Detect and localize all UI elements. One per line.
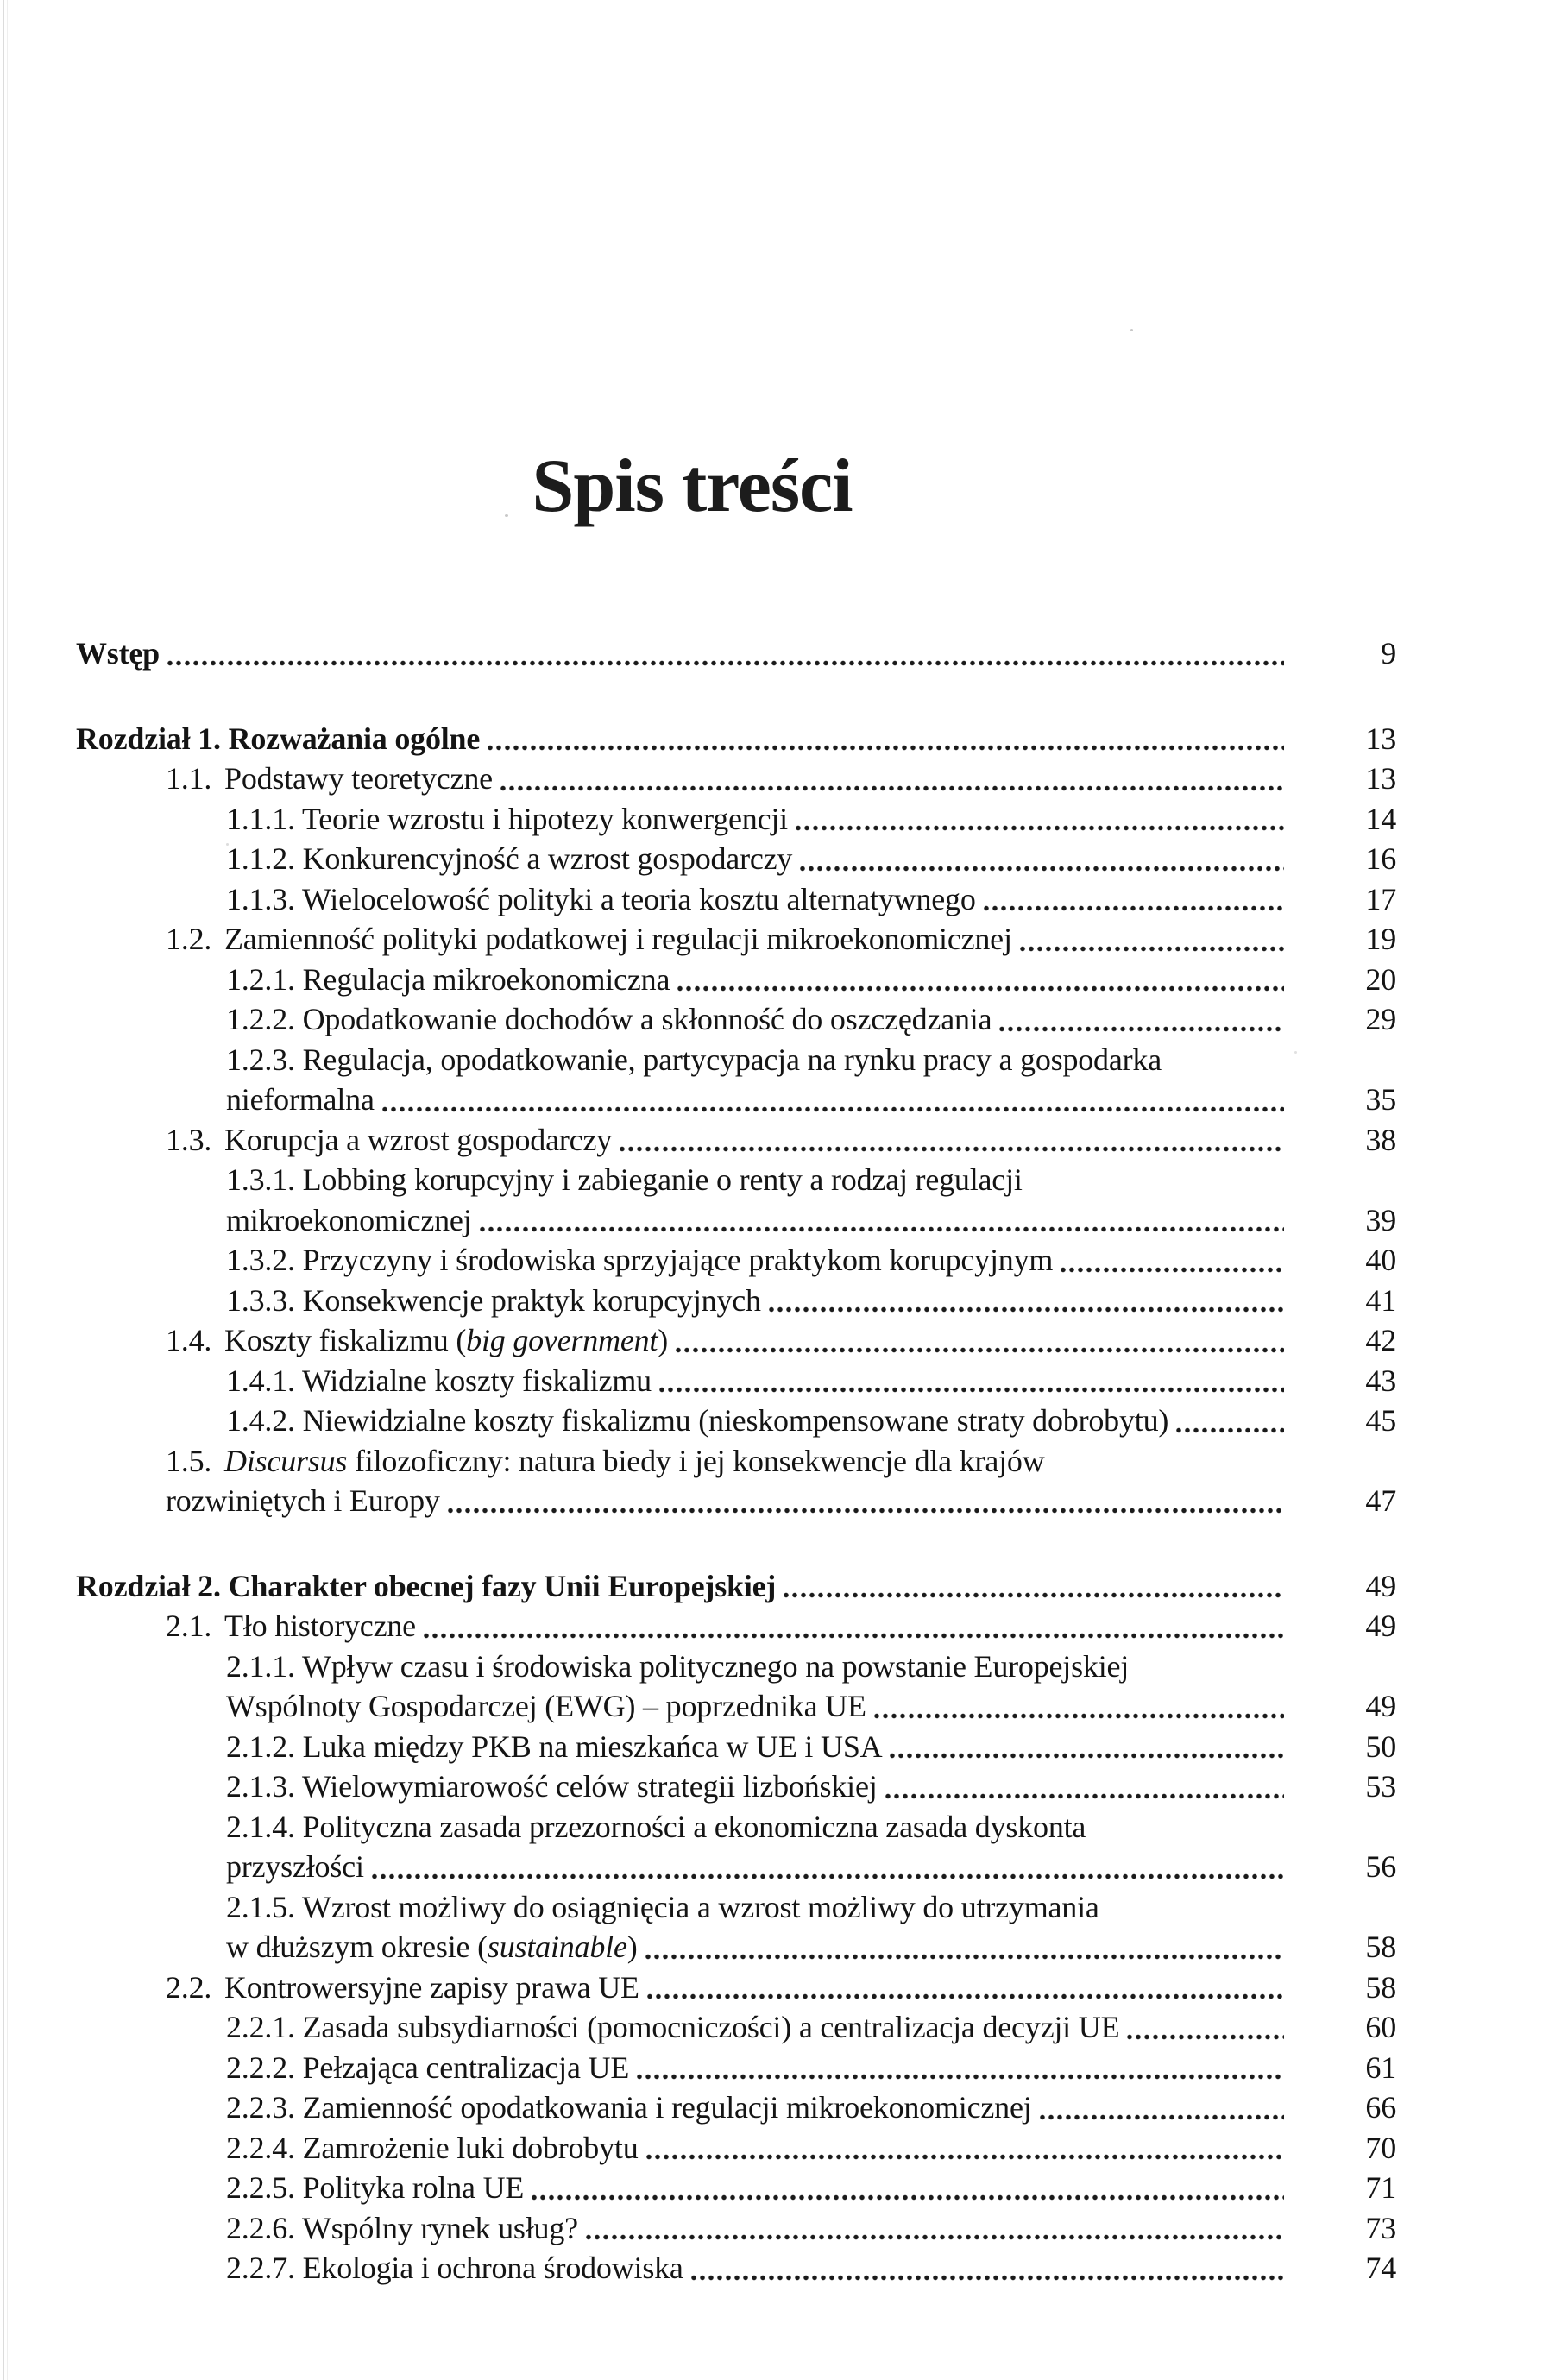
toc-entry-text <box>226 2248 683 2289</box>
page-number: 43 <box>1365 1363 1396 1398</box>
page-number: 13 <box>1365 761 1396 796</box>
toc-entry-text <box>226 1361 652 1401</box>
toc-text-part: Rozdział 1. Rozważania ogólne <box>76 721 481 756</box>
page-number: 14 <box>1365 801 1396 836</box>
page-number: 50 <box>1365 1728 1396 1764</box>
dot-leader <box>784 1591 1284 1599</box>
toc-entry-text <box>226 1200 472 1241</box>
dot-leader <box>532 2194 1284 2201</box>
toc-entry-text <box>166 1320 668 1361</box>
page-number: 61 <box>1365 2049 1396 2085</box>
page-number: 16 <box>1365 841 1396 876</box>
page-number: 58 <box>1365 1969 1396 2005</box>
toc-text-part: 2.1.2. Luka między PKB na mieszkańca w UE i USA <box>226 1728 883 1764</box>
toc-entry-row <box>76 1401 1396 1441</box>
page-number: 56 <box>1365 1849 1396 1884</box>
toc-entry-row <box>76 1040 1396 1080</box>
toc-entry-row <box>76 1968 1396 2008</box>
dot-leader <box>890 1752 1284 1760</box>
page-number: 53 <box>1365 1769 1396 1804</box>
dot-leader <box>480 1225 1284 1233</box>
page-number: 42 <box>1365 1323 1396 1357</box>
dot-leader <box>769 1306 1284 1313</box>
toc-text-part: 1.1.1. Teorie wzrostu i hipotezy konwergencji <box>226 801 788 836</box>
toc-text-part: 2.2.4. Zamrożenie luki dobrobytu <box>226 2130 639 2165</box>
toc-entry-row <box>76 1240 1396 1281</box>
toc-text-part: 2.1.3. Wielowymiarowość celów strategii lizbońskiej <box>226 1769 878 1804</box>
toc-entry-number: 1.3. <box>166 1122 212 1157</box>
page-content <box>76 0 1396 2289</box>
toc-entry-row <box>76 1727 1396 1767</box>
page-number: 13 <box>1365 721 1396 756</box>
toc-continuation-row <box>76 1686 1396 1727</box>
toc-entry-text <box>76 719 480 759</box>
dot-leader <box>659 1386 1284 1394</box>
toc-entry-row <box>76 1361 1396 1401</box>
page-number: 45 <box>1365 1403 1396 1438</box>
toc-text-part: ) <box>658 1323 669 1357</box>
toc-text-part: Wspólnoty Gospodarczej (EWG) – poprzednika UE <box>226 1689 866 1723</box>
toc-text-part: mikroekonomicznej <box>226 1202 472 1237</box>
toc-entry-row <box>76 2048 1396 2088</box>
dot-leader <box>448 1507 1284 1514</box>
toc-entry-number: 1.5. <box>166 1443 212 1478</box>
toc-entry-row <box>76 759 1396 799</box>
toc-entry-text <box>226 1281 761 1321</box>
toc-entry-text <box>76 1566 776 1607</box>
toc-entry-row <box>76 879 1396 920</box>
toc-entry-row <box>76 1887 1396 1928</box>
toc-text-part: Wstęp <box>76 636 160 671</box>
toc-entry-text <box>226 1080 375 1120</box>
toc-text-part: 2.1.1. Wpływ czasu i środowiska politycznego na powstanie Europejskiej <box>226 1648 1130 1684</box>
toc-text-part: Discursus <box>224 1443 348 1478</box>
toc-entry-row <box>76 2007 1396 2048</box>
toc-entry-text <box>226 1727 882 1767</box>
toc-continuation-row <box>76 1927 1396 1968</box>
page-number: 71 <box>1365 2170 1396 2205</box>
dot-leader <box>500 784 1284 792</box>
dot-leader <box>645 1953 1284 1961</box>
dot-leader <box>691 2274 1284 2282</box>
page-number: 60 <box>1365 2010 1396 2044</box>
dot-leader <box>1127 2033 1284 2041</box>
toc-text-part: Koszty fiskalizmu ( <box>224 1323 467 1357</box>
toc-entry-row <box>76 2248 1396 2289</box>
toc-entry-row <box>76 1160 1396 1200</box>
dot-leader <box>647 1993 1284 2000</box>
toc-entry-row <box>76 2128 1396 2169</box>
toc-entry-text <box>226 1240 1053 1281</box>
toc-text-part: big government <box>466 1323 658 1357</box>
toc-entry-row <box>76 1281 1396 1321</box>
dot-leader <box>800 865 1284 872</box>
dot-leader <box>1020 945 1284 953</box>
toc-entry-text <box>226 1807 1086 1848</box>
page-number: 73 <box>1365 2210 1396 2245</box>
toc-text-part: Korupcja a wzrost gospodarczy <box>224 1122 613 1157</box>
toc-text-part: 1.2.2. Opodatkowanie dochodów a skłonność do oszczędzania <box>226 1002 992 1036</box>
toc-text-part: ) <box>626 1930 638 1964</box>
page-number: 9 <box>1381 636 1396 671</box>
toc-entry-text <box>166 759 493 799</box>
toc-text-part: Podstawy teoretyczne <box>224 761 493 796</box>
page-number: 70 <box>1365 2130 1396 2165</box>
toc-text-part: 1.1.3. Wielocelowość polityki a teoria kosztu alternatywnego <box>226 881 976 916</box>
toc-entry-text <box>226 1401 1168 1441</box>
dot-leader <box>1040 2113 1284 2121</box>
dot-leader <box>586 2233 1284 2241</box>
toc-entry-text <box>76 633 160 674</box>
toc-entry-text <box>226 1160 1023 1200</box>
page-number: 49 <box>1365 1609 1396 1643</box>
toc-entry-text <box>226 999 992 1040</box>
dot-leader <box>372 1873 1284 1880</box>
toc-text-part: w dłuższym okresie ( <box>226 1930 488 1964</box>
toc-entry-text <box>226 1847 364 1887</box>
toc-text-part: Tło historyczne <box>224 1609 416 1643</box>
toc-entry-text <box>226 1040 1162 1080</box>
toc-continuation-row <box>76 1847 1396 1887</box>
page-number: 19 <box>1365 922 1396 956</box>
toc-text-part: Rozdział 2. Charakter obecnej fazy Unii Europejskiej <box>76 1568 777 1603</box>
page-number: 20 <box>1365 961 1396 997</box>
page-number: 66 <box>1365 2090 1396 2125</box>
page-number: 74 <box>1365 2251 1396 2285</box>
toc-text-part: 2.2.2. Pełzająca centralizacja UE <box>226 2049 630 2085</box>
toc-entry-text <box>226 1646 1129 1687</box>
toc-entry-text <box>226 2087 1032 2128</box>
toc-text-part: 1.3.3. Konsekwencje praktyk korupcyjnych <box>226 1282 761 1318</box>
page-number: 40 <box>1365 1243 1396 1277</box>
page-number: 39 <box>1365 1202 1396 1237</box>
page-number: 47 <box>1365 1483 1396 1518</box>
toc-entry-row <box>76 919 1396 960</box>
toc-entry-text <box>226 2007 1119 2048</box>
toc-text-part: rozwiniętych i Europy <box>166 1483 440 1518</box>
dot-leader <box>637 2073 1284 2081</box>
toc-entry-row <box>76 2208 1396 2249</box>
toc-entry-row <box>76 999 1396 1040</box>
toc-entry-text <box>166 1481 440 1521</box>
toc-entry-row <box>76 1766 1396 1807</box>
toc-chapter-row <box>76 719 1396 759</box>
toc-entry-text <box>226 799 788 840</box>
toc-entry-text <box>166 1441 1045 1482</box>
dot-leader <box>676 1346 1284 1354</box>
toc-entry-number: 2.1. <box>166 1609 212 1643</box>
toc-entry-text <box>226 1927 638 1968</box>
toc-text-part: przyszłości <box>226 1849 364 1884</box>
toc-entry-row <box>76 633 1396 674</box>
page-number: 58 <box>1365 1930 1396 1964</box>
page-number: 29 <box>1365 1002 1396 1036</box>
toc-text-part: 2.2.6. Wspólny rynek usług? <box>226 2210 578 2245</box>
toc-entry-text <box>226 839 792 879</box>
toc-text-part: 1.2.1. Regulacja mikroekonomiczna <box>226 961 670 997</box>
toc-continuation-row <box>76 1080 1396 1120</box>
toc-entry-text <box>166 1606 416 1646</box>
toc-entry-row <box>76 1441 1396 1482</box>
dot-leader <box>874 1712 1284 1720</box>
toc-text-part: 1.4.1. Widzialne koszty fiskalizmu <box>226 1363 652 1398</box>
toc-entry-row <box>76 2168 1396 2208</box>
toc-entry-number: 2.2. <box>166 1969 212 2005</box>
toc-entry-text <box>226 2208 578 2249</box>
toc-entry-text <box>226 1766 878 1807</box>
toc-text-part: 1.2.3. Regulacja, opodatkowanie, partycypacja na rynku pracy a gospodarka <box>226 1042 1162 1077</box>
toc-list <box>76 633 1396 2289</box>
toc-entry-text <box>226 2128 639 2169</box>
toc-text-part: 2.2.3. Zamienność opodatkowania i regulacji mikroekonomicznej <box>226 2090 1032 2125</box>
dot-leader <box>677 985 1284 992</box>
toc-text-part: nieformalna <box>226 1082 375 1117</box>
toc-entry-text <box>226 879 976 920</box>
dot-leader <box>488 744 1284 752</box>
toc-continuation-row <box>76 1200 1396 1241</box>
toc-entry-number: 1.4. <box>166 1323 212 1357</box>
page-number: 49 <box>1365 1689 1396 1723</box>
page-number: 35 <box>1365 1082 1396 1117</box>
toc-entry-row <box>76 1606 1396 1646</box>
toc-entry-text <box>166 1968 639 2008</box>
dot-leader <box>620 1145 1284 1153</box>
dot-leader <box>885 1792 1284 1800</box>
toc-entry-text <box>226 1887 1099 1928</box>
page-number: 41 <box>1365 1282 1396 1318</box>
dot-leader <box>796 824 1284 832</box>
toc-entry-text <box>226 1686 866 1727</box>
toc-text-part: 2.1.5. Wzrost możliwy do osiągnięcia a wzrost możliwy do utrzymania <box>226 1889 1099 1924</box>
page-number: 49 <box>1365 1568 1396 1603</box>
toc-entry-row <box>76 799 1396 840</box>
toc-entry-text <box>226 960 670 1000</box>
toc-entry-row <box>76 1120 1396 1161</box>
dot-leader <box>424 1632 1284 1640</box>
toc-entry-number: 1.2. <box>166 922 212 956</box>
toc-text-part: 2.2.1. Zasada subsydiarności (pomocniczości) a centralizacja decyzji UE <box>226 2010 1120 2044</box>
dot-leader <box>382 1105 1284 1113</box>
toc-continuation-row <box>76 1481 1396 1521</box>
toc-text-part: 1.3.1. Lobbing korupcyjny i zabieganie o renty a rodzaj regulacji <box>226 1162 1023 1197</box>
toc-entry-text <box>166 1120 612 1161</box>
toc-text-part: sustainable <box>487 1930 627 1964</box>
page-number: 17 <box>1365 881 1396 916</box>
toc-text-part: Kontrowersyjne zapisy prawa UE <box>224 1969 639 2005</box>
toc-entry-row <box>76 2087 1396 2128</box>
toc-text-part: 2.2.7. Ekologia i ochrona środowiska <box>226 2251 683 2285</box>
toc-text-part: 1.1.2. Konkurencyjność a wzrost gospodarczy <box>226 841 793 876</box>
toc-entry-row <box>76 1807 1396 1848</box>
toc-text-part: 2.2.5. Polityka rolna UE <box>226 2170 525 2205</box>
toc-text-part: Zamienność polityki podatkowej i regulacji mikroekonomicznej <box>224 922 1012 956</box>
toc-entry-text <box>166 919 1012 960</box>
toc-entry-row <box>76 1320 1396 1361</box>
dot-leader <box>999 1025 1284 1033</box>
dot-leader <box>167 659 1284 667</box>
dot-leader <box>646 2153 1285 2161</box>
toc-entry-row <box>76 839 1396 879</box>
toc-entry-row <box>76 960 1396 1000</box>
toc-text-part: 2.1.4. Polityczna zasada przezorności a ekonomiczna zasada dyskonta <box>226 1809 1086 1844</box>
page-title: Spis treści <box>532 444 853 528</box>
dot-leader <box>984 904 1284 912</box>
dot-leader <box>1176 1426 1284 1434</box>
toc-text-part: filozoficzny: natura biedy i jej konsekwencje dla krajów <box>347 1443 1045 1478</box>
toc-entry-text <box>226 2048 629 2088</box>
toc-chapter-row <box>76 1566 1396 1607</box>
toc-entry-text <box>226 2168 524 2208</box>
dot-leader <box>1061 1266 1284 1274</box>
toc-entry-row <box>76 1646 1396 1687</box>
page-number: 38 <box>1365 1122 1396 1157</box>
toc-text-part: 1.3.2. Przyczyny i środowiska sprzyjające praktykom korupcyjnym <box>226 1243 1054 1277</box>
toc-text-part: 1.4.2. Niewidzialne koszty fiskalizmu (nieskompensowane straty dobrobytu) <box>226 1403 1169 1438</box>
toc-entry-number: 1.1. <box>166 761 212 796</box>
